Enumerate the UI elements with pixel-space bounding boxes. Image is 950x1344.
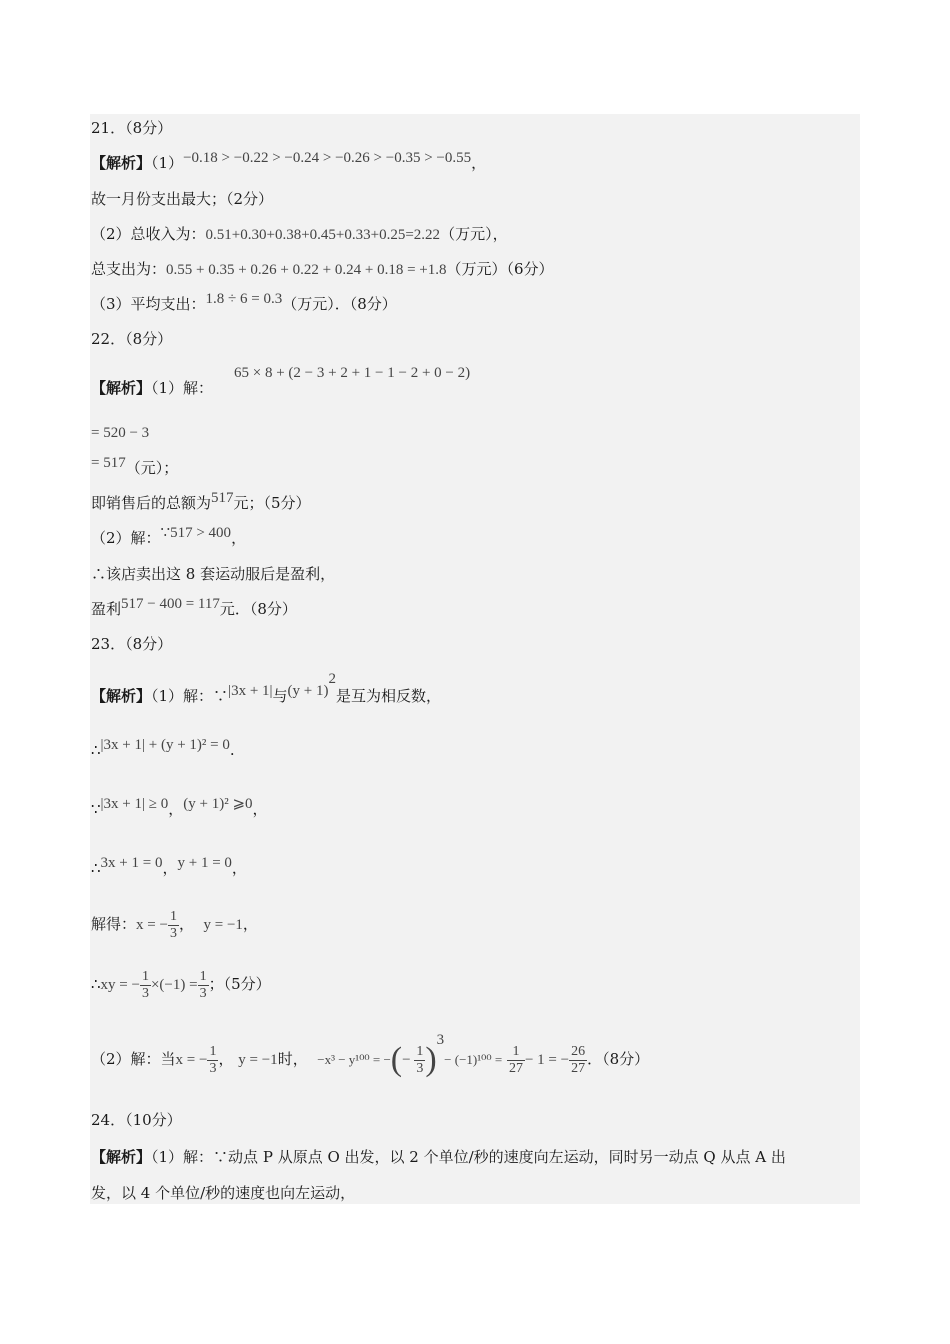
- q23-line7: （2）解：当x = − $\frac{1}{3}$ ， y = −1时， −x³ − y¹⁰⁰ = −(− $\frac{1}{3}$ )$^3$− (−1)¹⁰⁰ = $\frac{1}{27}$ − 1 = − $\frac{26}{27}$ ．（8分）: [91, 1032, 650, 1078]
- fraction-one-third: $\frac{1}{3}$: [141, 968, 149, 1001]
- q21-line4: 总支出为：0.55 + 0.35 + 0.26 + 0.22 + 0.24 + 0.18 = +1.8（万元）（6分）: [91, 260, 554, 278]
- q24-line1: 【解析】（1）解：∵动点 P 从原点 O 出发，以 2 个单位/秒的速度向左运动，同时另一动点 Q 从点 A 出: [91, 1148, 786, 1166]
- q23-line1: 【解析】（1）解：∵|3x + 1|与$(y + 1)^2$是互为相反数，: [91, 671, 442, 705]
- q21-line1: 【解析】（1）−0.18 > −0.22 > −0.24 > −0.26 > −0.35 > −0.55，: [91, 150, 487, 172]
- fraction-one-third: $\frac{1}{3}$: [199, 968, 207, 1001]
- q22-title: 22．（8分）: [91, 330, 173, 348]
- q23-line2: ∴|3x + 1| + (y + 1)² = 0.: [91, 737, 235, 759]
- q23-line6: ∴xy = − $\frac{1}{3}$ ×(−1) = $\frac{1}{3}$ ；（5分）: [91, 968, 271, 1001]
- fraction-one-third: $\frac{1}{3}$: [169, 908, 177, 941]
- q22-line1: 【解析】（1）解：: [91, 379, 214, 397]
- q23-line3: ∵|3x + 1| ≥ 0，(y + 1)² ⩾0，: [91, 796, 268, 818]
- q24-title: 24．（10分）: [91, 1111, 182, 1129]
- q21-title: 21．（8分）: [91, 119, 173, 137]
- q22-line7: 盈利517 − 400 = 117元．（8分）: [91, 596, 297, 618]
- fraction-26-27ths: $\frac{26}{27}$: [571, 1043, 586, 1076]
- fraction-one-27th: $\frac{1}{27}$: [508, 1043, 523, 1076]
- q21-line3: （2）总收入为：0.51+0.30+0.38+0.45+0.33+0.25=2.22（万元），: [91, 225, 508, 243]
- q23-line5: 解得：x = − $\frac{1}{3}$ ， y = −1，: [91, 908, 258, 941]
- fraction-one-third: $\frac{1}{3}$: [416, 1043, 424, 1076]
- fraction-one-third: $\frac{1}{3}$: [209, 1043, 217, 1076]
- q21-line2: 故一月份支出最大；（2分）: [91, 190, 274, 208]
- q21-line5: （3）平均支出：1.8 ÷ 6 = 0.3（万元）．（8分）: [91, 291, 397, 313]
- q22-line6: ∴该店卖出这 8 套运动服后是盈利，: [91, 565, 336, 583]
- q22-line2: = 520 − 3: [91, 425, 150, 441]
- q22-line3: = 517（元）；: [91, 455, 179, 477]
- q24-line2: 发，以 4 个单位/秒的速度也向左运动，: [91, 1184, 356, 1202]
- right-paren: ): [425, 1041, 437, 1078]
- q22-line5: （2）解：∵517 > 400，: [91, 525, 247, 547]
- q22-line4: 即销售后的总额为517元；（5分）: [91, 490, 311, 512]
- left-paren: (: [390, 1041, 403, 1078]
- q22-line1-math: 65 × 8 + (2 − 3 + 2 + 1 − 1 − 2 + 0 − 2): [234, 365, 471, 381]
- q23-title: 23．（8分）: [91, 635, 173, 653]
- q23-line4: ∴3x + 1 = 0，y + 1 = 0，: [91, 855, 247, 877]
